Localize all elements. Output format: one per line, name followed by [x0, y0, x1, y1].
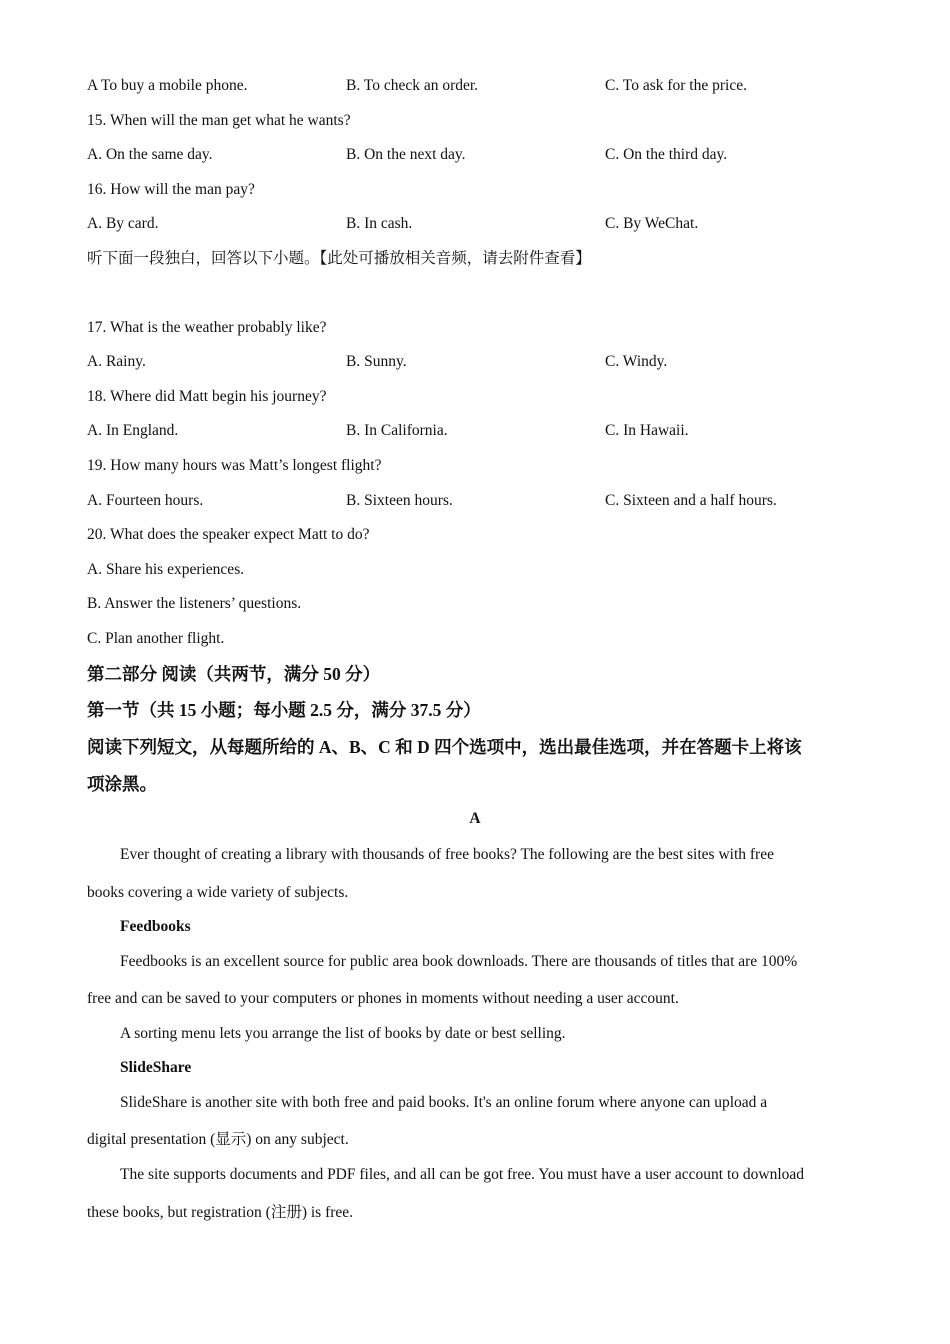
feedbooks-p1-line-2: free and can be saved to your computers or phones in moments without needing a user account. [87, 990, 679, 1007]
q18-option-a: A. In England. [87, 422, 179, 439]
q17-question: 17. What is the weather probably like? [87, 319, 327, 336]
slideshare-p1-line-2: digital presentation (显示) on any subject. [87, 1131, 349, 1148]
q18-option-c: C. In Hawaii. [605, 422, 689, 439]
slideshare-p1-line-1: SlideShare is another site with both free and paid books. It's an online forum where anyone can upload a [120, 1094, 768, 1111]
feedbooks-p1-line-1: Feedbooks is an excellent source for public area book downloads. There are thousands of titles that are 100% [120, 953, 798, 970]
q20-question: 20. What does the speaker expect Matt to do? [87, 526, 370, 543]
section1-title: 第一节（共 15 小题；每小题 2.5 分，满分 37.5 分） [87, 700, 481, 720]
q15-question: 15. When will the man get what he wants? [87, 112, 351, 129]
q15-option-b: B. On the next day. [346, 146, 466, 163]
q14-option-a: A To buy a mobile phone. [87, 77, 248, 94]
q16-question: 16. How will the man pay? [87, 181, 255, 198]
q18-question: 18. Where did Matt begin his journey? [87, 388, 327, 405]
q18-option-b: B. In California. [346, 422, 448, 439]
q20-option-b: B. Answer the listeners’ questions. [87, 595, 302, 612]
q19-option-c: C. Sixteen and a half hours. [605, 492, 777, 509]
slideshare-p2-line-1: The site supports documents and PDF files, and all can be got free. You must have a user account to download [120, 1166, 805, 1183]
passage-heading: A [469, 810, 481, 827]
q16-option-b: B. In cash. [346, 215, 413, 232]
q17-option-a: A. Rainy. [87, 353, 146, 370]
q16-option-a: A. By card. [87, 215, 159, 232]
part2-title: 第二部分 阅读（共两节，满分 50 分） [87, 664, 381, 684]
q20-option-c: C. Plan another flight. [87, 630, 225, 647]
q16-option-c: C. By WeChat. [605, 215, 699, 232]
q19-question: 19. How many hours was Matt’s longest flight? [87, 457, 382, 474]
slideshare-title: SlideShare [120, 1059, 192, 1076]
q19-option-b: B. Sixteen hours. [346, 492, 453, 509]
monologue-intro: 听下面一段独白，回答以下小题。【此处可播放相关音频，请去附件查看】 [87, 250, 591, 267]
q15-option-a: A. On the same day. [87, 146, 213, 163]
q17-option-c: C. Windy. [605, 353, 668, 370]
q17-option-b: B. Sunny. [346, 353, 407, 370]
q14-option-b: B. To check an order. [346, 77, 479, 94]
q20-option-a: A. Share his experiences. [87, 561, 245, 578]
instruction-line-1: 阅读下列短文，从每题所给的 A、B、C 和 D 四个选项中，选出最佳选项，并在答题卡上将该 [87, 737, 802, 757]
intro-line-1: Ever thought of creating a library with thousands of free books? The following are the best sites with free [120, 846, 774, 863]
q19-option-a: A. Fourteen hours. [87, 492, 204, 509]
q15-option-c: C. On the third day. [605, 146, 728, 163]
feedbooks-p2: A sorting menu lets you arrange the list of books by date or best selling. [120, 1025, 566, 1042]
instruction-line-2: 项涂黑。 [87, 774, 157, 794]
intro-line-2: books covering a wide variety of subjects. [87, 884, 349, 901]
slideshare-p2-line-2: these books, but registration (注册) is free. [87, 1204, 354, 1221]
feedbooks-title: Feedbooks [120, 918, 191, 935]
q14-option-c: C. To ask for the price. [605, 77, 747, 94]
